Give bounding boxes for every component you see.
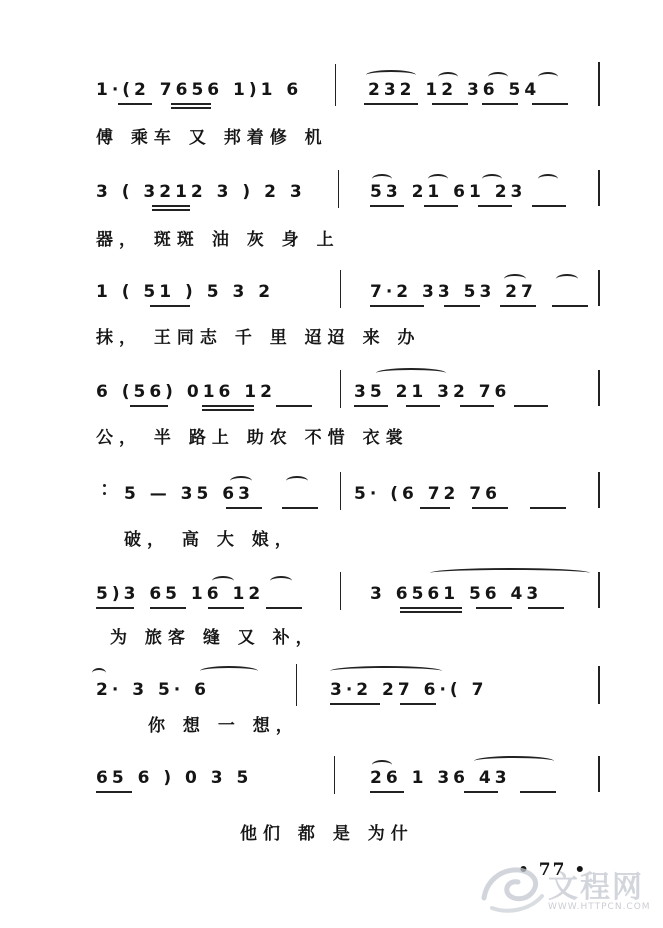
- beam: [330, 703, 380, 705]
- end-barline: [598, 270, 600, 306]
- beam: [528, 607, 564, 609]
- beam: [171, 103, 211, 105]
- watermark-name: 文程网: [548, 870, 644, 905]
- lyric-row-1: [0, 124, 663, 154]
- watermark-url: WWW.HTTPCN.COM: [548, 902, 651, 912]
- notation-row-8: [0, 764, 663, 794]
- tie: [430, 568, 590, 578]
- beam: [130, 405, 168, 407]
- beam: [432, 103, 468, 105]
- slur: [482, 174, 502, 184]
- beam: [532, 205, 566, 207]
- beam: [400, 703, 436, 705]
- beam: [202, 409, 254, 411]
- beam: [464, 791, 498, 793]
- slur: [330, 666, 442, 676]
- beam: [282, 507, 318, 509]
- beam: [472, 507, 508, 509]
- beam: [500, 305, 536, 307]
- beam: [364, 103, 418, 105]
- beam: [118, 103, 152, 105]
- notes-right-7: 3·2 27 6·( 7: [330, 680, 488, 700]
- barline: [340, 572, 341, 610]
- barline: [340, 270, 341, 308]
- end-barline: [598, 370, 600, 406]
- slur: [366, 70, 416, 80]
- beam: [400, 607, 462, 609]
- slur: [286, 476, 308, 486]
- notes-left-2: 3 ( 3212 3 ) 2 3: [96, 182, 306, 202]
- beam: [276, 405, 312, 407]
- lyric-row-8: [0, 820, 663, 850]
- notation-row-1: [0, 76, 663, 106]
- lyric-row-3: [0, 324, 663, 354]
- beam: [406, 405, 440, 407]
- notes-left-3: 1 ( 51 ) 5 3 2: [96, 282, 275, 302]
- notes-left-6: 5)3 65 16 12: [96, 584, 265, 604]
- beam: [370, 205, 404, 207]
- lyrics-2: 器， 斑斑 油 灰 身 上: [96, 230, 340, 250]
- beam: [552, 305, 588, 307]
- notes-left-4: 6 (56) 016 12: [96, 382, 276, 402]
- lyrics-6: 为 旅客 缝 又 补，: [110, 628, 319, 648]
- beam: [444, 305, 480, 307]
- lyric-row-7: [0, 712, 663, 742]
- lyrics-1: 傅 乘车 又 邦着修 机: [96, 128, 328, 148]
- beam: [370, 791, 404, 793]
- page-number: • 77 •: [518, 860, 588, 880]
- notes-right-5: 5· (6 72 76: [354, 484, 501, 504]
- beam: [96, 791, 132, 793]
- lyrics-7: 你 想 一 想，: [148, 716, 299, 736]
- slur: [270, 576, 292, 586]
- slur: [556, 274, 578, 284]
- lyric-row-4: [0, 424, 663, 454]
- lyrics-4: 公， 半 路上 助农 不惜 衣裳: [96, 428, 409, 448]
- beam: [420, 507, 450, 509]
- beam: [226, 507, 262, 509]
- beam: [171, 107, 211, 109]
- notes-right-1: 232 12 36 54: [368, 80, 541, 100]
- barline: [340, 370, 341, 408]
- fermata-dot: [103, 484, 106, 487]
- notation-row-7: [0, 676, 663, 706]
- notation-row-6: [0, 580, 663, 610]
- slur: [200, 666, 258, 676]
- notes-right-6: 3 6561 56 43: [370, 584, 543, 604]
- slur: [372, 760, 392, 770]
- end-barline: [598, 170, 600, 206]
- slur: [438, 72, 458, 82]
- beam: [478, 205, 512, 207]
- beam: [152, 205, 190, 207]
- slur: [92, 668, 106, 678]
- barline: [296, 664, 297, 706]
- beam: [460, 405, 494, 407]
- beam: [400, 611, 462, 613]
- beam: [208, 607, 244, 609]
- end-barline: [598, 572, 600, 608]
- end-barline: [598, 666, 600, 704]
- barline: [335, 64, 336, 106]
- lyric-row-5: [0, 526, 663, 556]
- slur: [504, 274, 526, 284]
- beam: [530, 507, 566, 509]
- notation-row-2: [0, 178, 663, 208]
- notes-left-1: 1·(2 7656 1)1 6: [96, 80, 303, 100]
- watermark: [478, 858, 651, 918]
- lyric-row-2: [0, 226, 663, 256]
- beam: [514, 405, 548, 407]
- beam: [202, 405, 254, 407]
- beam: [354, 405, 388, 407]
- beam: [370, 305, 424, 307]
- beam: [150, 305, 190, 307]
- swirl-logo-icon: [478, 858, 548, 918]
- beam: [476, 607, 512, 609]
- barline: [334, 756, 335, 794]
- notes-left-8: 65 6 ) 0 3 5: [96, 768, 253, 788]
- barline: [340, 472, 341, 510]
- lyrics-8: 他们 都 是 为什: [240, 824, 414, 844]
- slur: [372, 174, 392, 184]
- beam: [266, 607, 302, 609]
- notes-left-7: 2· 3 5· 6: [96, 680, 210, 700]
- notes-right-2: 53 21 61 23: [370, 182, 527, 202]
- notes-right-3: 7·2 33 53 27: [370, 282, 537, 302]
- fermata-dot: [103, 492, 106, 495]
- slur: [488, 72, 508, 82]
- end-barline: [598, 756, 600, 792]
- end-barline: [598, 62, 600, 106]
- notes-right-8: 26 1 36 43: [370, 768, 511, 788]
- beam: [520, 791, 556, 793]
- notation-row-5: [0, 480, 663, 510]
- slur: [538, 72, 558, 82]
- beam: [424, 205, 458, 207]
- slur: [428, 174, 448, 184]
- beam: [96, 607, 134, 609]
- slur: [474, 756, 554, 766]
- notation-row-3: [0, 278, 663, 308]
- beam: [152, 209, 190, 211]
- slur: [538, 174, 558, 184]
- beam: [482, 103, 518, 105]
- notes-left-5: 5 — 35 63: [124, 484, 254, 504]
- slur: [376, 368, 446, 378]
- slur: [230, 476, 252, 486]
- barline: [338, 170, 339, 208]
- notation-row-4: [0, 378, 663, 408]
- lyrics-5: 破， 高 大 娘，: [124, 530, 298, 550]
- notes-right-4: 35 21 32 76: [354, 382, 511, 402]
- end-barline: [598, 472, 600, 508]
- lyric-row-6: [0, 624, 663, 654]
- lyrics-3: 抹， 王同志 千 里 迢迢 来 办: [96, 328, 421, 348]
- beam: [532, 103, 568, 105]
- slur: [212, 576, 234, 586]
- beam: [150, 607, 186, 609]
